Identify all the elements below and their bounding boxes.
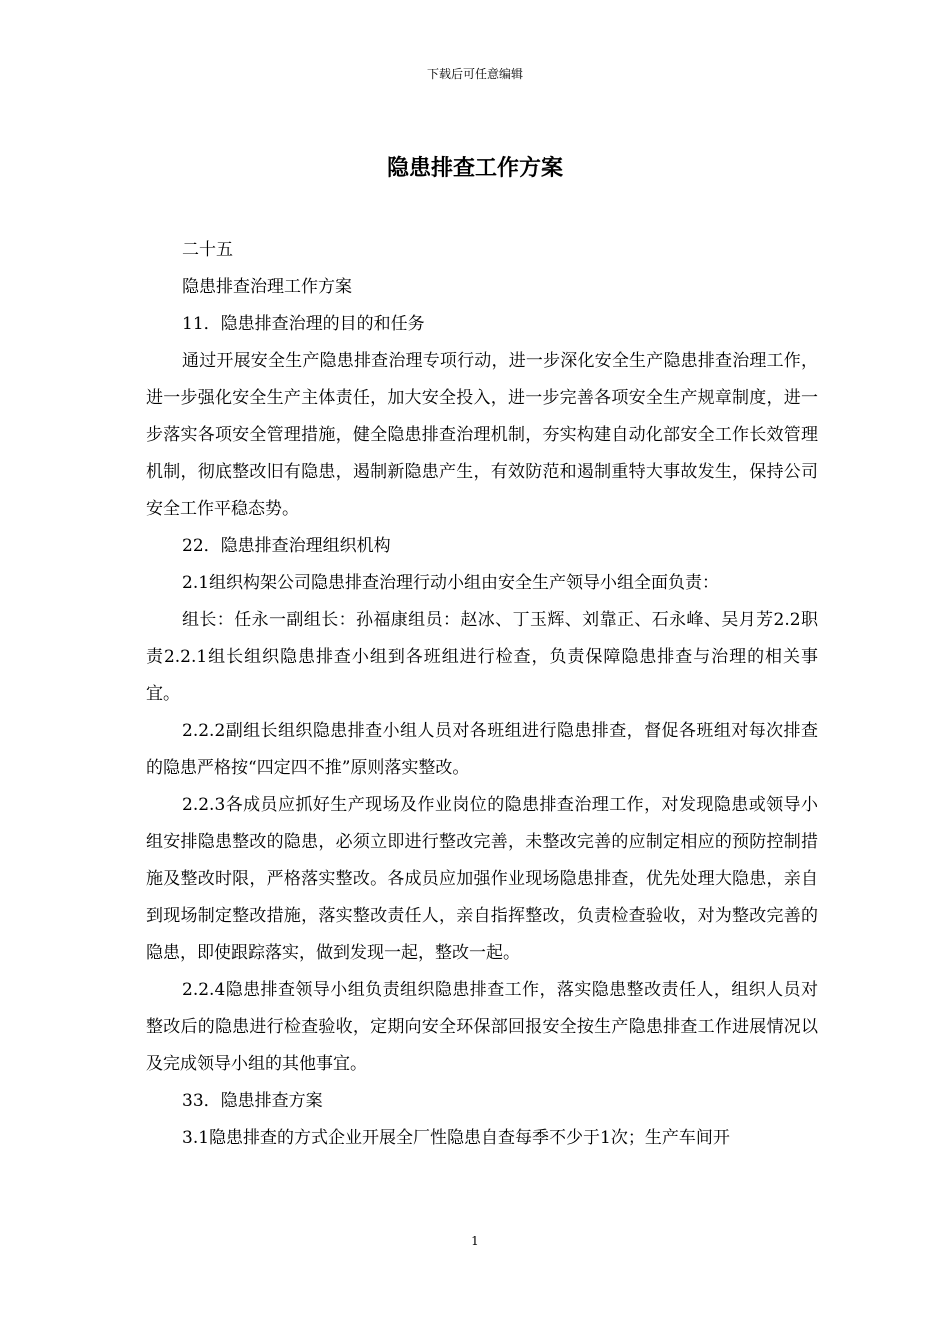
document-title: 隐患排查工作方案 xyxy=(386,156,563,181)
section-heading-3: 33．隐患排查方案 xyxy=(182,1091,323,1111)
page-number: 1 xyxy=(471,1234,479,1248)
paragraph-3-1: 3.1隐患排查的方式企业开展全厂性隐患自查每季不少于1次；生产车间开 xyxy=(182,1128,730,1148)
section-heading-2: 22．隐患排查治理组织机构 xyxy=(182,536,391,556)
paragraph-number-heading: 二十五 xyxy=(182,240,233,260)
header-note: 下载后可任意编辑 xyxy=(426,67,523,81)
paragraph-2-2-3: 2.2.3各成员应抓好生产现场及作业岗位的隐患排查治理工作，对发现隐患或领导小组安排隐患整改的隐患，必须立即进行整改完善，未整改完善的应制定相应的预防控制措施及整改时限，严格落实整改。各成员应加强作业现场隐患排查，优先处理大隐患，亲自到现场制定整改措施，落实整改责任人，亲自指挥整改，负责检查验收，对为整改完善的隐患，即使跟踪落实，做到发现一起，整改一起。 xyxy=(146,795,818,963)
paragraph-members: 组长：任永一副组长：孙福康组员：赵冰、丁玉辉、刘靠正、石永峰、吴月芳2.2职责2.2.1组长组织隐患排查小组到各班组进行检查，负责保障隐患排查与治理的相关事宜。 xyxy=(146,610,818,704)
paragraph-structure: 2.1组织构架公司隐患排查治理行动小组由安全生产领导小组全面负责： xyxy=(182,573,720,593)
paragraph-2-2-4: 2.2.4隐患排查领导小组负责组织隐患排查工作，落实隐患整改责任人，组织人员对整改后的隐患进行检查验收，定期向安全环保部回报安全按生产隐患排查工作进展情况以及完成领导小组的其他事宜。 xyxy=(146,980,818,1074)
document-body xyxy=(146,232,818,1157)
paragraph-purpose: 通过开展安全生产隐患排查治理专项行动，进一步深化安全生产隐患排查治理工作，进一步强化安全生产主体责任，加大安全投入，进一步完善各项安全生产规章制度，进一步落实各项安全管理措施，健全隐患排查治理机制，夯实构建自动化部安全工作长效管理机制，彻底整改旧有隐患，遏制新隐患产生，有效防范和遏制重特大事故发生，保持公司安全工作平稳态势。 xyxy=(146,351,818,519)
section-heading-1: 11．隐患排查治理的目的和任务 xyxy=(182,314,425,334)
paragraph-2-2-2: 2.2.2副组长组织隐患排查小组人员对各班组进行隐患排查，督促各班组对每次排查的隐患严格按“四定四不推”原则落实整改。 xyxy=(146,721,818,778)
paragraph-subtitle: 隐患排查治理工作方案 xyxy=(182,277,352,297)
